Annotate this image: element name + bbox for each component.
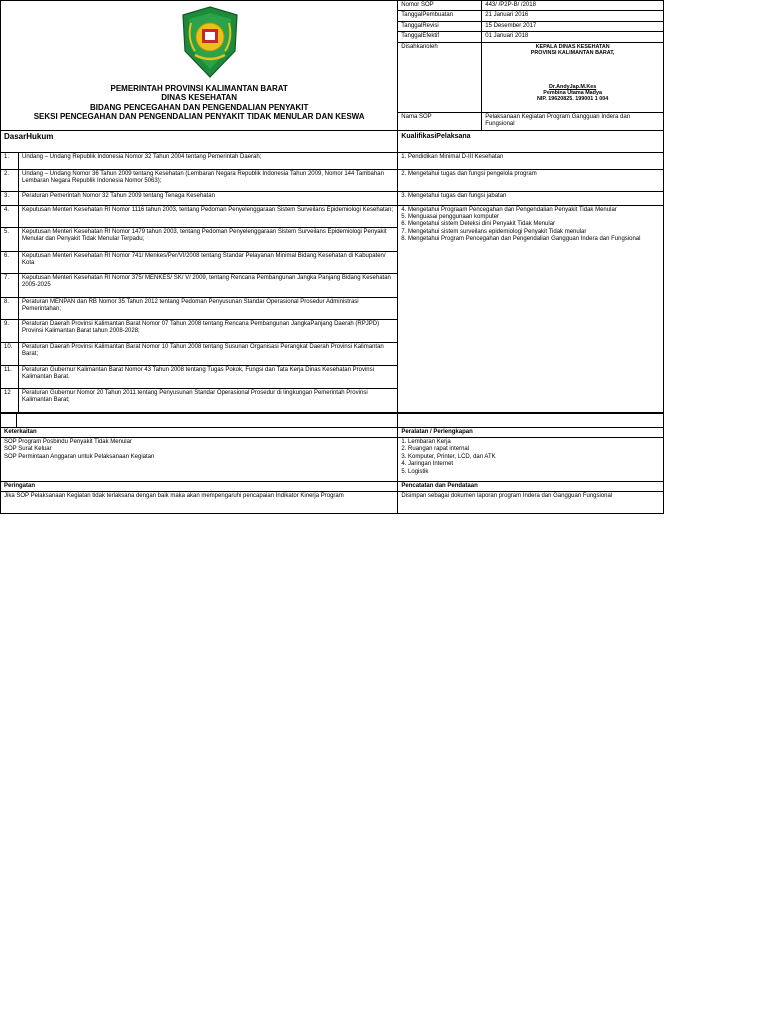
keterkaitan-item: SOP Permintaan Anggaran untuk Pelaksanaan Kegiatan — [4, 453, 155, 460]
title-province: PEMERINTAH PROVINSI KALIMANTAN BARAT — [110, 84, 288, 93]
sign-title-2: PROVINSI KALIMANTAN BARAT, — [530, 49, 615, 56]
title-agency: DINAS KESEHATAN — [161, 93, 237, 103]
efektif-label: TanggalEfektif — [398, 32, 482, 42]
dasar-num-10: 10. — [1, 342, 19, 365]
nomor-value: 443/ /P2P-B/ /2018 — [482, 1, 664, 11]
keterkaitan-label: Keterkaitan — [1, 427, 398, 437]
dasar-text-4: Keputusan Menteri Kesehatan RI Nomor 1116 tahun 2003, tentang Pedoman Penyelenggaraan Sistem Surveilans Epidemiologi Kesehatan; — [18, 205, 397, 227]
header-cell — [1, 1, 398, 131]
empty-cell-c — [398, 413, 664, 427]
sop-header-table — [0, 0, 664, 413]
kualifikasi-3: 3. Mengetahui tugas dan fungsi jabatan — [398, 191, 664, 205]
title-section: SEKSI PENCEGAHAN DAN PENGENDALIAN PENYAKIT TIDAK MENULAR DAN KESWA — [33, 112, 365, 122]
dasar-text-11: Peraturan Gubernur Kalimantan Barat Nomor 43 Tahun 2008 tentang Tugas Pokok, Fungsi dan Tata Kerja Dinas Kesehatan Provinsi Kalimantan Barat. — [18, 365, 397, 388]
dasar-num-4: 4. — [1, 205, 19, 227]
dasar-num-7: 7. — [1, 273, 19, 297]
peralatan-list — [398, 438, 664, 482]
dasar-text-3: Peraturan Pemerintah Nomor 32 Tahun 2009 tentang Tenaga Kesehatan — [18, 191, 397, 205]
dasar-num-9: 9. — [1, 319, 19, 342]
nama-sop-value: Pelaksanaan Kegiatan Program Gangguan Indera dan Fungsional — [482, 112, 664, 130]
kualifikasi-2: 2. Mengetahui tugas dan fungsi pengelola program — [398, 169, 664, 191]
dasar-hukum-heading: DasarHukum — [1, 130, 398, 152]
empty-cell-b — [16, 413, 397, 427]
peralatan-item: 3. Komputer, Printer, LCD, dan ATK — [401, 453, 496, 460]
peralatan-item: 2. Ruangan rapat internal — [401, 446, 470, 453]
sign-rank: Pembina Utama Madya — [543, 89, 602, 96]
peralatan-item: 1. Lembaran Kerja — [401, 439, 451, 446]
dasar-text-1: Undang – Undang Republik Indonesia Nomor 32 Tahun 2004 tentang Pemerintah Daerah; — [18, 152, 397, 169]
kualifikasi-list — [398, 205, 664, 412]
title-division: BIDANG PENCEGAHAN DAN PENGENDALIAN PENYAKIT — [89, 102, 309, 112]
dasar-text-7: Keputusan Menteri Kesehatan RI Nomor 375/ MENKES/ SK/ V/ 2009, tentang Rencana Pembangunan Jangka Panjang Bidang Kesehatan 2005-2025 — [18, 273, 397, 297]
kualifikasi-6: 6. Mengetahui sistem Deteksi dini Penyakit Tidak Menular — [401, 221, 556, 228]
keterkaitan-item: SOP Program Posbindu Penyakit Tidak Menular — [4, 439, 132, 446]
dasar-num-3: 3. — [1, 191, 19, 205]
kualifikasi-5: 5. Menguasai penggunaan komputer — [401, 213, 500, 220]
pencatatan-label: Pencatatan dan Pendataan — [398, 482, 664, 492]
keterkaitan-list — [1, 438, 398, 482]
kualifikasi-heading: KualifikasiPelaksana — [398, 130, 664, 152]
kualifikasi-8: 8. Mengetahui Program Pencegahan dan Pengendalian Gangguan Indera dan Fungsional — [401, 235, 641, 242]
sop-footer-table — [0, 413, 664, 515]
revisi-value: 15 Desember 2017 — [482, 21, 664, 31]
empty-cell-a — [1, 413, 17, 427]
pencatatan-text: Disimpan sebagai dokumen laporan program Indera dan Gangguan Fungsional — [398, 492, 664, 514]
efektif-value: 01 Januari 2018 — [482, 32, 664, 42]
kualifikasi-1: 1. Pendidikan Minimal D-III Kesehatan — [398, 152, 664, 169]
kualifikasi-4: 4. Mengetahui Prograam Pencegahan dan Pengendalian Penyakit Tidak Menular — [401, 206, 617, 213]
peralatan-item: 4. Jaringan Internet — [401, 461, 454, 468]
disahkan-label: Disahkanoleh — [398, 42, 482, 112]
nomor-label: Nomor SOP — [398, 1, 482, 11]
revisi-label: TanggalRevisi — [398, 21, 482, 31]
dasar-num-1: 1. — [1, 152, 19, 169]
dasar-num-8: 8. — [1, 297, 19, 319]
dasar-num-5: 5. — [1, 227, 19, 251]
dasar-text-8: Peraturan MENPAN dan RB Nomor 35 Tahun 2012 tentang Pedoman Penyusunan Standar Operasional Prosedur Administrasi Pemerintahan; — [18, 297, 397, 319]
kalbar-emblem-logo — [177, 5, 243, 79]
kualifikasi-7: 7. Mengetahui sistem surveilans epidemiologi Penyakit Tidak menular — [401, 228, 587, 235]
dasar-num-11: 11. — [1, 365, 19, 388]
dasar-text-6: Keputusan Menteri Kesehatan RI Nomor 741/ Menkes/Per/VI/2008 tentang Standar Pelayanan Minimal Bidang Kesehatan di Kabupaten/ Kota — [18, 251, 397, 273]
peralatan-label: Peralatan / Perlengkapan — [398, 427, 664, 437]
dasar-text-2: Undang – Undang Nomor 36 Tahun 2009 tentang Kesehatan (Lembaran Negara Republik Indonesia Tahun 2009, Nomor 144 Tambahan Lembaran Negara Republik Indonesia Nomor 5063); — [18, 169, 397, 191]
dasar-num-12: 12 — [1, 388, 19, 412]
peralatan-item: 5. Logistik — [401, 468, 429, 475]
dasar-text-12: Peraturan Gubernur Nomor 20 Tahun 2011 tentang Penyusunan Standar Operasional Prosedur di lingkungan Pemerintah Provinsi Kalimantan Barat; — [18, 388, 397, 412]
signature-block — [482, 42, 664, 112]
peringatan-label: Peringatan — [1, 482, 398, 492]
pembuatan-label: TanggalPembuatan — [398, 11, 482, 21]
peringatan-text: Jika SOP Pelaksanaan Kegiatan tidak terlaksana dengan baik maka akan mempengaruhi pencapaian Indikator Kinerja Program — [1, 492, 398, 514]
header-titles — [1, 84, 397, 122]
dasar-text-9: Peraturan Daerah Provinsi Kalimantan Barat Nomor 07 Tahun 2008 tentang Rencana Pembangunan JangkaPanjang Daerah (RPJPD) Provinsi Kalimantan Barat tahun 2008-2028; — [18, 319, 397, 342]
nama-sop-label: Nama SOP — [398, 112, 482, 130]
dasar-num-2: 2. — [1, 169, 19, 191]
keterkaitan-item: SOP Surat Keluar — [4, 446, 52, 453]
sign-name: Dr.AndyJap.M.Kes — [548, 83, 597, 90]
sign-title-1: KEPALA DINAS KESEHATAN — [535, 43, 610, 50]
dasar-text-5: Keputusan Menteri Kesehatan RI Nomor 1479 tahun 2003, tentang Pedoman Penyelenggaraan Sistem Surveilans Epidemiologi Penyakit Menular dan Penyakit Tidak Menular Terpadu; — [18, 227, 397, 251]
dasar-num-6: 6. — [1, 251, 19, 273]
dasar-text-10: Peraturan Daerah Provinsi Kalimantan Barat Nomor 10 Tahun 2008 tentang Susunan Organisasi Perangkat Daerah Provinsi Kalimantan Barat; — [18, 342, 397, 365]
pembuatan-value: 21 Januari 2016 — [482, 11, 664, 21]
sign-nip: NIP. 19620825. 199001 1 004 — [536, 95, 609, 102]
